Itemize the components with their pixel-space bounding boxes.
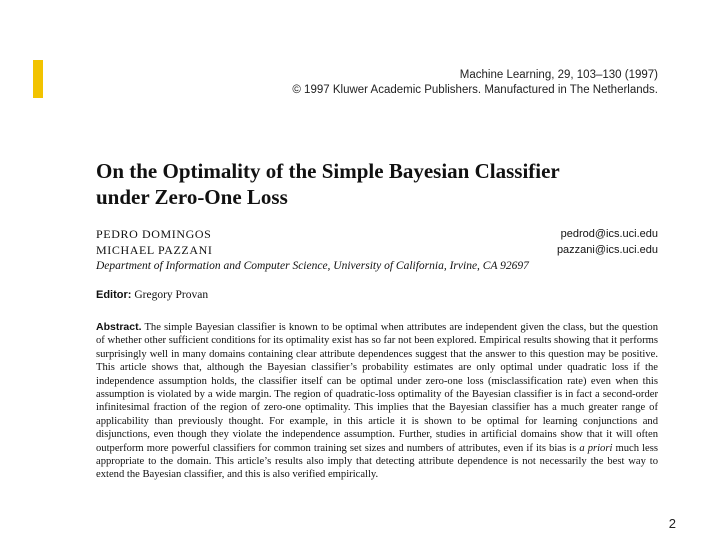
author-name: PEDRO DOMINGOS <box>96 227 212 241</box>
editor-label: Editor: <box>96 289 132 301</box>
author-row <box>96 242 658 258</box>
page-number: 2 <box>668 516 676 531</box>
title-line-2: under Zero-One Loss <box>96 185 288 209</box>
author-email: pazzani@ics.uci.edu <box>556 244 658 256</box>
abstract <box>96 321 658 482</box>
author-row <box>96 226 658 242</box>
editor-line <box>96 289 208 301</box>
paper-title <box>96 158 676 210</box>
abstract-text-2: much less appropriate to the domain. This article’s results also imply that detecting attribute dependence is not necessarily the best way to extend the Bayesian classifier, and this is also verified empirically. <box>96 442 658 481</box>
editor-name: Gregory Provan <box>134 289 209 301</box>
abstract-text-1: The simple Bayesian classifier is known to be optimal when attributes are independent given the class, but the question of whether other sufficient conditions for its optimality exist has so far not been explored. Empirical results showing that it performs surprisingly well in many domains containing clear attribute dependences suggest that the answer to this question may be positive. This article shows that, although the Bayesian classifier’s probability estimates are only optimal under quadratic loss if the independence assumption holds, the classifier itself can be optimal under zero-one loss (misclassification rate) even when this assumption is violated by a wide margin. The region of quadratic-loss optimality of the Bayesian classifier is in fact a second-order infinitesimal fraction of the region of zero-one optimality. This implies that the Bayesian classifier has a much greater range of applicability than previously thought. For example, in this article it is shown to be optimal for learning conjunctions and disjunctions, even though they violate the independence assumption. Further, studies in artificial domains show that it will often outperform more powerful classifiers for common training set sizes and numbers of attributes, even if its bias is <box>96 322 658 454</box>
author-email: pedrod@ics.uci.edu <box>560 228 658 240</box>
title-line-1: On the Optimality of the Simple Bayesian Classifier <box>96 159 560 183</box>
author-block <box>96 226 658 274</box>
journal-citation: Machine Learning, 29, 103–130 (1997) <box>459 69 658 81</box>
abstract-label: Abstract. <box>96 321 142 333</box>
abstract-italic: a priori <box>579 442 613 454</box>
author-name: MICHAEL PAZZANI <box>96 243 213 257</box>
affiliation: Department of Information and Computer Science, University of California, Irvine, CA 92697 <box>96 260 529 272</box>
copyright-line: © 1997 Kluwer Academic Publishers. Manufactured in The Netherlands. <box>292 84 658 96</box>
accent-bar <box>33 60 43 98</box>
journal-header <box>292 68 658 98</box>
